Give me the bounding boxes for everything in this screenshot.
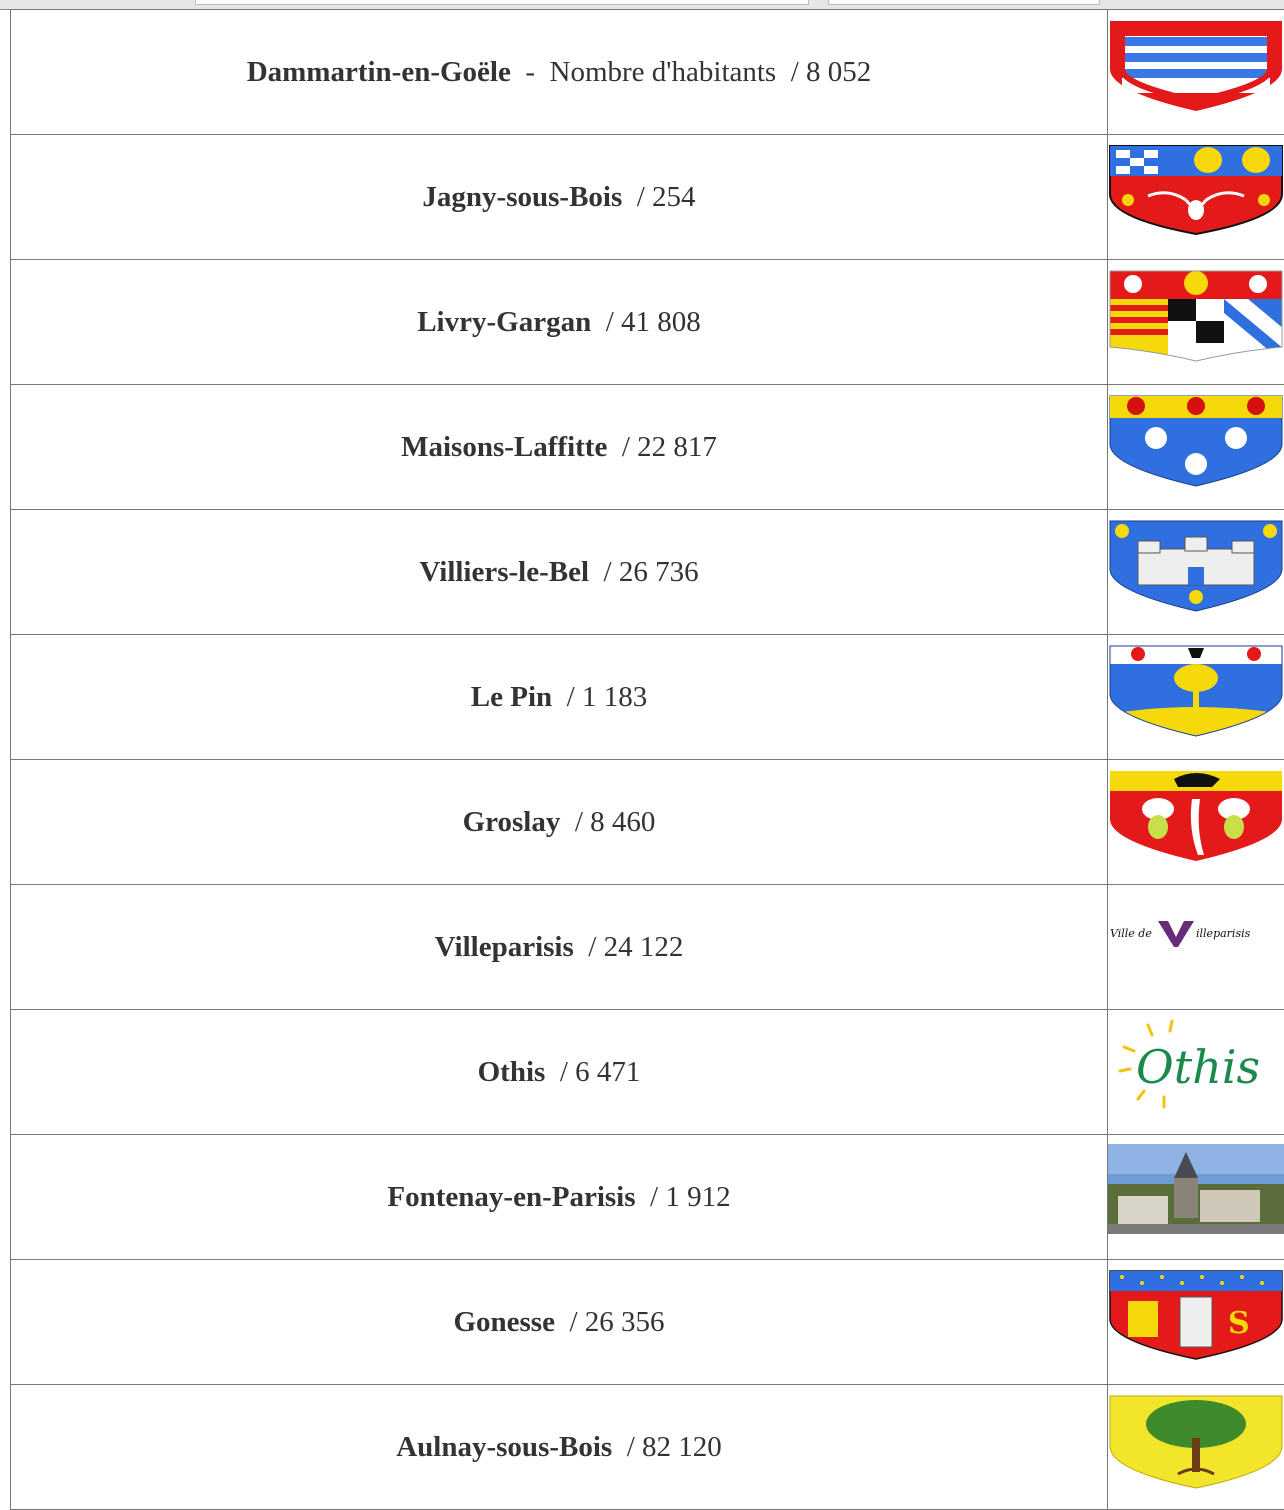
population-value: / 22 817 (622, 431, 717, 463)
table-row (11, 10, 1284, 135)
shield-castle-blue-icon (1108, 519, 1284, 613)
city-cell (11, 1135, 1108, 1260)
othis-logo-icon (1108, 1019, 1284, 1119)
villeparisis-logo-icon (1108, 909, 1284, 959)
city-name: Groslay (463, 806, 561, 838)
svg-text:S: S (1228, 1306, 1250, 1341)
crest-cell (1108, 760, 1284, 885)
city-name: Livry-Gargan (417, 306, 591, 338)
shield-tower-wheat-icon (1108, 1269, 1284, 1361)
shield-blue-white-bars-icon (1108, 19, 1284, 113)
table-row (11, 760, 1284, 885)
population-value: / 26 736 (604, 556, 699, 588)
cities-table (10, 9, 1284, 1510)
crest-cell (1108, 635, 1284, 760)
crest-cell (1108, 10, 1284, 135)
crest-cell (1108, 260, 1284, 385)
table-row (11, 135, 1284, 260)
table-row (11, 1010, 1284, 1135)
crest-cell (1108, 1135, 1284, 1260)
crest-cell (1108, 135, 1284, 260)
shield-roses-blue-icon (1108, 394, 1284, 488)
table-row (11, 510, 1284, 635)
crest-cell (1108, 385, 1284, 510)
population-value: / 8 052 (791, 56, 872, 88)
city-cell (11, 135, 1108, 260)
population-value: / 1 912 (650, 1181, 731, 1213)
city-name: Dammartin-en-Goële (247, 56, 511, 88)
population-value: / 26 356 (569, 1306, 664, 1338)
city-name: Othis (478, 1056, 546, 1088)
population-value: / 41 808 (606, 306, 701, 338)
city-name: Le Pin (471, 681, 552, 713)
crest-cell (1108, 1260, 1284, 1385)
city-name: Villeparisis (435, 931, 574, 963)
city-cell (11, 385, 1108, 510)
crest-cell (1108, 510, 1284, 635)
city-cell (11, 1260, 1108, 1385)
city-cell (11, 885, 1108, 1010)
population-label: Nombre d'habitants (550, 56, 777, 88)
city-name: Maisons-Laffitte (401, 431, 607, 463)
table-row (11, 385, 1284, 510)
city-cell (11, 760, 1108, 885)
city-name: Villiers-le-Bel (419, 556, 589, 588)
crest-cell (1108, 1010, 1284, 1135)
header-cell (828, 0, 1100, 5)
population-value: / 6 471 (560, 1056, 641, 1088)
shield-pine-tree-icon (1108, 644, 1284, 738)
city-cell (11, 1010, 1108, 1135)
population-value: / 24 122 (588, 931, 683, 963)
population-value: / 8 460 (575, 806, 656, 838)
svg-text:illeparisis: illeparisis (1196, 927, 1251, 940)
city-cell (11, 510, 1108, 635)
crest-cell (1108, 885, 1284, 1010)
city-name: Jagny-sous-Bois (422, 181, 622, 213)
shield-livry-gargan-icon (1108, 269, 1284, 363)
city-cell (11, 1385, 1108, 1510)
separator: - (525, 56, 535, 88)
city-name: Aulnay-sous-Bois (396, 1431, 612, 1463)
table-row (11, 260, 1284, 385)
svg-text:Ville de: Ville de (1110, 927, 1152, 940)
table-row (11, 635, 1284, 760)
population-value: / 254 (637, 181, 696, 213)
header-cell (195, 0, 809, 5)
table-row (11, 1385, 1284, 1510)
shield-stag-hands-icon (1108, 144, 1284, 236)
svg-text:Othis: Othis (1136, 1040, 1260, 1094)
city-cell (11, 635, 1108, 760)
shield-oak-tree-icon (1108, 1394, 1284, 1490)
population-value: / 1 183 (567, 681, 648, 713)
crest-cell (1108, 1385, 1284, 1510)
city-name: Fontenay-en-Parisis (387, 1181, 635, 1213)
city-name: Gonesse (453, 1306, 555, 1338)
table-row (11, 885, 1284, 1010)
table-row (11, 1135, 1284, 1260)
table-row (11, 1260, 1284, 1385)
village-photo-icon (1108, 1144, 1284, 1234)
shield-boar-grapes-icon (1108, 769, 1284, 863)
population-value: / 82 120 (627, 1431, 722, 1463)
city-cell (11, 260, 1108, 385)
city-cell (11, 10, 1108, 135)
